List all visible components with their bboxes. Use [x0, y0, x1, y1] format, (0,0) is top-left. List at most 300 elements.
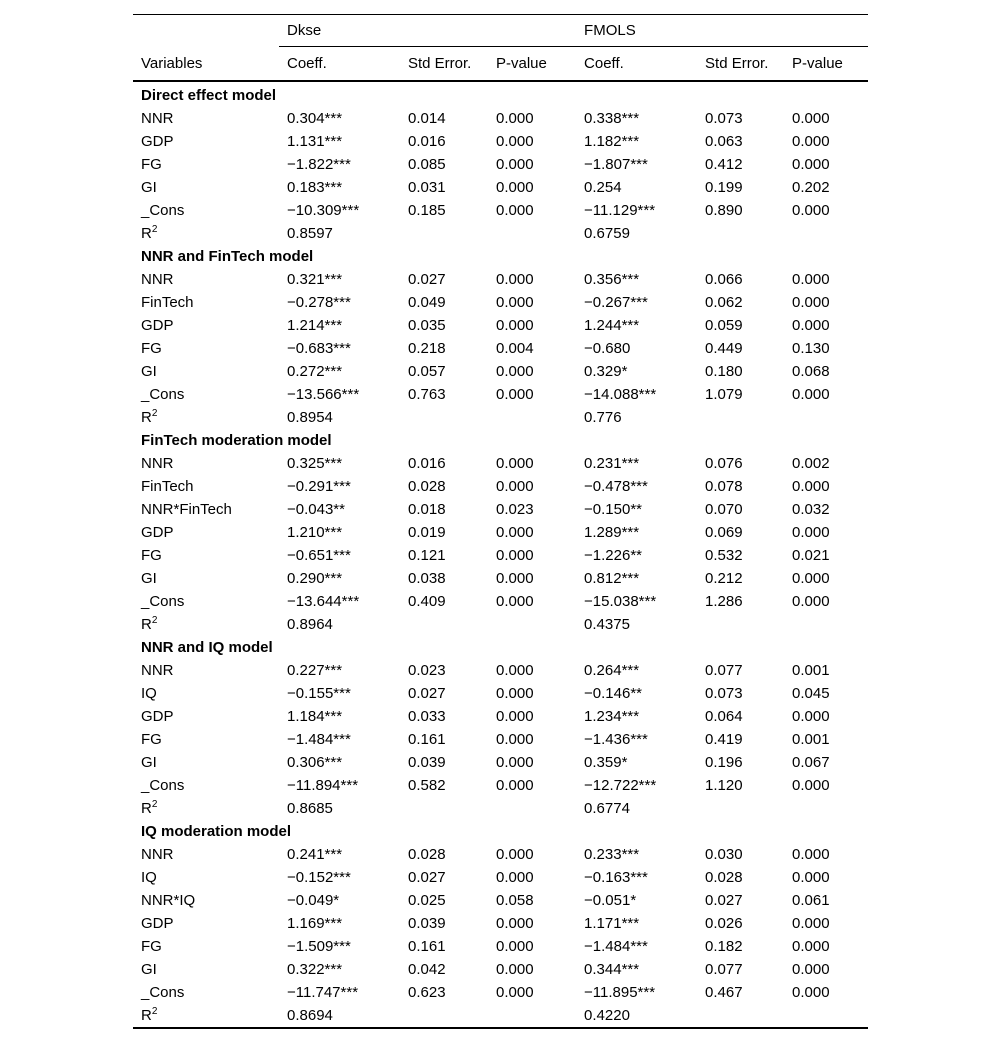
value-cell: 0.000: [496, 708, 534, 725]
value-cell: 0.000: [792, 593, 830, 610]
value-cell: 0.000: [496, 754, 534, 771]
section-title: IQ moderation model: [141, 823, 292, 840]
value-cell: 0.066: [705, 271, 743, 288]
value-cell: 0.026: [705, 915, 743, 932]
value-cell: −12.722***: [584, 777, 657, 794]
value-cell: [784, 406, 868, 429]
value-cell: 0.000: [792, 777, 830, 794]
value-cell: 0.061: [792, 892, 830, 909]
variable-cell: $R^2$: [141, 615, 158, 633]
table-row: [133, 406, 868, 429]
value-cell: 0.000: [496, 915, 534, 932]
column-header-row: [133, 47, 868, 82]
value-cell: −11.895***: [584, 984, 656, 1001]
value-cell: 0.322***: [287, 961, 343, 978]
table-row: [133, 521, 868, 544]
value-cell: 0.027: [408, 271, 446, 288]
value-cell: [488, 1004, 576, 1028]
table-row: [133, 682, 868, 705]
table-row: [133, 314, 868, 337]
value-cell: 0.031: [408, 179, 446, 196]
table-row: [133, 659, 868, 682]
table-row: [133, 843, 868, 866]
value-cell: 1.169***: [287, 915, 343, 932]
value-cell: [400, 797, 488, 820]
value-cell: 0.000: [496, 478, 534, 495]
value-cell: 0.018: [408, 501, 446, 518]
value-cell: 0.000: [792, 271, 830, 288]
variable-cell: NNR: [141, 271, 174, 288]
section-title: Direct effect model: [141, 87, 277, 104]
value-cell: 0.763: [408, 386, 446, 403]
value-cell: −0.051*: [584, 892, 637, 909]
value-cell: 0.6774: [584, 800, 630, 817]
table-row: [133, 1004, 868, 1028]
variable-cell: _Cons: [141, 202, 185, 219]
value-cell: 0.000: [792, 202, 830, 219]
table-row: [133, 268, 868, 291]
value-cell: 0.000: [496, 777, 534, 794]
value-cell: [697, 1004, 784, 1028]
variable-cell: GI: [141, 570, 157, 587]
value-cell: 0.000: [496, 110, 534, 127]
value-cell: 1.120: [705, 777, 743, 794]
value-cell: −11.894***: [287, 777, 359, 794]
variable-cell: FG: [141, 731, 162, 748]
value-cell: 0.000: [792, 110, 830, 127]
variable-cell: NNR: [141, 846, 174, 863]
table-row: [133, 935, 868, 958]
table-row: [133, 774, 868, 797]
section-title-row: [133, 429, 868, 452]
table-row: [133, 199, 868, 222]
value-cell: 0.028: [705, 869, 743, 886]
variable-cell: GI: [141, 754, 157, 771]
value-cell: 0.212: [705, 570, 743, 587]
value-cell: 0.069: [705, 524, 743, 541]
value-cell: [697, 797, 784, 820]
value-cell: 1.234***: [584, 708, 640, 725]
column-header-dkse-p-value: P-value: [488, 47, 576, 82]
value-cell: −0.267***: [584, 294, 648, 311]
variable-cell: GI: [141, 363, 157, 380]
value-cell: 0.073: [705, 685, 743, 702]
value-cell: [488, 222, 576, 245]
value-cell: 0.180: [705, 363, 743, 380]
value-cell: 0.078: [705, 478, 743, 495]
variable-cell: FG: [141, 938, 162, 955]
value-cell: −0.152***: [287, 869, 351, 886]
value-cell: 0.000: [792, 317, 830, 334]
value-cell: 0.000: [496, 294, 534, 311]
value-cell: −1.807***: [584, 156, 648, 173]
table-row: [133, 567, 868, 590]
table-row: [133, 613, 868, 636]
value-cell: [784, 797, 868, 820]
variable-cell: _Cons: [141, 593, 185, 610]
value-cell: 0.085: [408, 156, 446, 173]
value-cell: 0.000: [496, 317, 534, 334]
variable-cell: GI: [141, 961, 157, 978]
value-cell: 0.028: [408, 478, 446, 495]
value-cell: 0.130: [792, 340, 830, 357]
section-title-row: [133, 820, 868, 843]
table-row: [133, 866, 868, 889]
table-row: [133, 981, 868, 1004]
value-cell: 0.000: [792, 386, 830, 403]
value-cell: [697, 222, 784, 245]
section-title-row: [133, 636, 868, 659]
value-cell: 0.329*: [584, 363, 628, 380]
value-cell: −1.484***: [584, 938, 648, 955]
value-cell: 0.449: [705, 340, 743, 357]
value-cell: −0.680: [584, 340, 631, 357]
value-cell: 0.035: [408, 317, 446, 334]
value-cell: 0.6759: [584, 225, 630, 242]
variable-cell: FinTech: [141, 294, 194, 311]
variable-cell: GDP: [141, 708, 174, 725]
value-cell: 0.4220: [584, 1007, 630, 1024]
table-row: [133, 590, 868, 613]
value-cell: 0.001: [792, 731, 830, 748]
value-cell: 0.004: [496, 340, 534, 357]
value-cell: [784, 1004, 868, 1028]
value-cell: −1.822***: [287, 156, 351, 173]
value-cell: 0.623: [408, 984, 446, 1001]
value-cell: 0.000: [496, 846, 534, 863]
value-cell: −14.088***: [584, 386, 657, 403]
table-row: [133, 107, 868, 130]
variable-cell: $R^2$: [141, 799, 158, 817]
value-cell: 0.049: [408, 294, 446, 311]
table-row: [133, 337, 868, 360]
value-cell: 0.000: [496, 570, 534, 587]
table-row: [133, 705, 868, 728]
value-cell: 0.032: [792, 501, 830, 518]
value-cell: 0.038: [408, 570, 446, 587]
value-cell: 0.000: [496, 202, 534, 219]
column-header-dkse-coeff: Coeff.: [279, 47, 400, 82]
value-cell: 1.131***: [287, 133, 343, 150]
value-cell: 0.306***: [287, 754, 343, 771]
value-cell: −0.478***: [584, 478, 648, 495]
value-cell: 0.002: [792, 455, 830, 472]
value-cell: −15.038***: [584, 593, 657, 610]
value-cell: 0.067: [792, 754, 830, 771]
value-cell: 0.8597: [287, 225, 333, 242]
value-cell: 0.077: [705, 961, 743, 978]
value-cell: 0.033: [408, 708, 446, 725]
value-cell: 0.001: [792, 662, 830, 679]
value-cell: 0.000: [496, 961, 534, 978]
value-cell: 0.582: [408, 777, 446, 794]
value-cell: 0.8954: [287, 409, 333, 426]
table-row: [133, 544, 868, 567]
value-cell: −0.683***: [287, 340, 351, 357]
value-cell: 1.210***: [287, 524, 343, 541]
value-cell: 0.264***: [584, 662, 640, 679]
value-cell: −11.747***: [287, 984, 359, 1001]
value-cell: 0.000: [496, 133, 534, 150]
variable-cell: $R^2$: [141, 1006, 158, 1024]
variable-cell: GDP: [141, 317, 174, 334]
value-cell: 0.000: [792, 478, 830, 495]
value-cell: 0.185: [408, 202, 446, 219]
variable-cell: GDP: [141, 524, 174, 541]
value-cell: 0.000: [792, 846, 830, 863]
variable-cell: _Cons: [141, 984, 185, 1001]
value-cell: 0.000: [792, 524, 830, 541]
variable-cell: NNR*IQ: [141, 892, 196, 909]
variable-cell: NNR: [141, 110, 174, 127]
value-cell: 0.412: [705, 156, 743, 173]
value-cell: −0.291***: [287, 478, 351, 495]
value-cell: 0.218: [408, 340, 446, 357]
value-cell: −0.651***: [287, 547, 351, 564]
variable-cell: FinTech: [141, 478, 194, 495]
value-cell: 0.019: [408, 524, 446, 541]
variable-cell: GDP: [141, 915, 174, 932]
table-row: [133, 751, 868, 774]
value-cell: 0.000: [792, 961, 830, 978]
value-cell: −0.043**: [287, 501, 345, 518]
value-cell: 0.199: [705, 179, 743, 196]
value-cell: 0.000: [792, 915, 830, 932]
value-cell: 0.161: [408, 731, 446, 748]
value-cell: 0.057: [408, 363, 446, 380]
table-row: [133, 797, 868, 820]
value-cell: 1.214***: [287, 317, 343, 334]
group-header-dkse: Dkse: [279, 15, 576, 47]
value-cell: 0.000: [496, 593, 534, 610]
value-cell: 0.068: [792, 363, 830, 380]
section-title-row: [133, 245, 868, 268]
value-cell: 0.8694: [287, 1007, 333, 1024]
value-cell: 0.000: [496, 455, 534, 472]
group-header-row: [133, 15, 868, 47]
value-cell: 0.202: [792, 179, 830, 196]
column-header-fmols-p-value: P-value: [784, 47, 868, 82]
value-cell: 0.045: [792, 685, 830, 702]
value-cell: 0.8685: [287, 800, 333, 817]
value-cell: [488, 797, 576, 820]
value-cell: 0.325***: [287, 455, 343, 472]
value-cell: [400, 613, 488, 636]
value-cell: −1.484***: [287, 731, 351, 748]
value-cell: [400, 222, 488, 245]
value-cell: 0.000: [496, 938, 534, 955]
value-cell: 1.079: [705, 386, 743, 403]
value-cell: −0.163***: [584, 869, 648, 886]
value-cell: −1.436***: [584, 731, 648, 748]
variable-cell: GDP: [141, 133, 174, 150]
column-header-variables: Variables: [133, 47, 279, 82]
value-cell: 0.467: [705, 984, 743, 1001]
variable-cell: $R^2$: [141, 224, 158, 242]
value-cell: [400, 406, 488, 429]
value-cell: 0.000: [496, 731, 534, 748]
value-cell: 1.289***: [584, 524, 640, 541]
value-cell: 0.000: [496, 547, 534, 564]
value-cell: 0.121: [408, 547, 446, 564]
table-row: [133, 176, 868, 199]
table-row: [133, 130, 868, 153]
value-cell: 0.338***: [584, 110, 640, 127]
group-header-spacer: [133, 15, 279, 47]
column-header-fmols-std-error: Std Error.: [697, 47, 784, 82]
variable-cell: FG: [141, 547, 162, 564]
value-cell: 0.070: [705, 501, 743, 518]
value-cell: 0.076: [705, 455, 743, 472]
value-cell: 0.016: [408, 133, 446, 150]
variable-cell: GI: [141, 179, 157, 196]
value-cell: 0.025: [408, 892, 446, 909]
variable-cell: _Cons: [141, 386, 185, 403]
variable-cell: FG: [141, 340, 162, 357]
value-cell: −1.509***: [287, 938, 351, 955]
value-cell: 0.304***: [287, 110, 343, 127]
value-cell: −13.644***: [287, 593, 360, 610]
value-cell: 0.039: [408, 915, 446, 932]
value-cell: 0.000: [792, 708, 830, 725]
table-header: [133, 15, 868, 82]
value-cell: 1.244***: [584, 317, 640, 334]
variable-cell: FG: [141, 156, 162, 173]
value-cell: 0.000: [496, 179, 534, 196]
value-cell: 0.000: [792, 869, 830, 886]
value-cell: −0.146**: [584, 685, 643, 702]
value-cell: 0.000: [496, 662, 534, 679]
value-cell: 0.890: [705, 202, 743, 219]
value-cell: 0.161: [408, 938, 446, 955]
value-cell: [697, 406, 784, 429]
table-row: [133, 383, 868, 406]
value-cell: 0.039: [408, 754, 446, 771]
table-row: [133, 498, 868, 521]
value-cell: 0.000: [496, 984, 534, 1001]
value-cell: −13.566***: [287, 386, 360, 403]
column-header-dkse-std-error: Std Error.: [400, 47, 488, 82]
value-cell: 0.290***: [287, 570, 343, 587]
value-cell: 0.359*: [584, 754, 628, 771]
value-cell: 0.000: [792, 570, 830, 587]
value-cell: 0.272***: [287, 363, 343, 380]
value-cell: 0.023: [408, 662, 446, 679]
value-cell: 0.063: [705, 133, 743, 150]
section-title-row: [133, 81, 868, 107]
value-cell: 0.023: [496, 501, 534, 518]
value-cell: 1.182***: [584, 133, 640, 150]
variable-cell: IQ: [141, 685, 157, 702]
value-cell: [400, 1004, 488, 1028]
value-cell: 0.000: [792, 294, 830, 311]
value-cell: 0.000: [496, 386, 534, 403]
value-cell: 0.000: [496, 685, 534, 702]
value-cell: 1.286: [705, 593, 743, 610]
table-row: [133, 889, 868, 912]
value-cell: 0.532: [705, 547, 743, 564]
value-cell: 0.027: [705, 892, 743, 909]
value-cell: −1.226**: [584, 547, 643, 564]
value-cell: −11.129***: [584, 202, 656, 219]
section-title: NNR and FinTech model: [141, 248, 314, 265]
value-cell: 0.062: [705, 294, 743, 311]
value-cell: [488, 406, 576, 429]
value-cell: 0.000: [496, 156, 534, 173]
section-title: NNR and IQ model: [141, 639, 273, 656]
value-cell: 0.000: [496, 869, 534, 886]
value-cell: 0.042: [408, 961, 446, 978]
table-body: [133, 81, 868, 1028]
value-cell: 0.059: [705, 317, 743, 334]
value-cell: −0.278***: [287, 294, 351, 311]
table-row: [133, 153, 868, 176]
value-cell: 0.409: [408, 593, 446, 610]
table-row: [133, 958, 868, 981]
value-cell: 0.000: [792, 133, 830, 150]
variable-cell: NNR: [141, 662, 174, 679]
value-cell: 0.000: [496, 524, 534, 541]
value-cell: 0.014: [408, 110, 446, 127]
table-row: [133, 452, 868, 475]
value-cell: [784, 222, 868, 245]
value-cell: 1.171***: [584, 915, 640, 932]
value-cell: 0.000: [496, 363, 534, 380]
value-cell: 0.058: [496, 892, 534, 909]
value-cell: 0.419: [705, 731, 743, 748]
value-cell: 0.073: [705, 110, 743, 127]
column-header-fmols-coeff: Coeff.: [576, 47, 697, 82]
value-cell: 0.077: [705, 662, 743, 679]
value-cell: 0.000: [792, 984, 830, 1001]
value-cell: 1.184***: [287, 708, 343, 725]
table-row: [133, 912, 868, 935]
table-row: [133, 291, 868, 314]
value-cell: 0.182: [705, 938, 743, 955]
value-cell: 0.028: [408, 846, 446, 863]
value-cell: 0.064: [705, 708, 743, 725]
table-row: [133, 475, 868, 498]
value-cell: [488, 613, 576, 636]
value-cell: 0.000: [792, 938, 830, 955]
value-cell: 0.344***: [584, 961, 640, 978]
value-cell: 0.027: [408, 869, 446, 886]
value-cell: 0.000: [792, 156, 830, 173]
value-cell: 0.254: [584, 179, 622, 196]
value-cell: −10.309***: [287, 202, 360, 219]
value-cell: 0.8964: [287, 616, 333, 633]
value-cell: 0.183***: [287, 179, 343, 196]
table-row: [133, 360, 868, 383]
value-cell: 0.016: [408, 455, 446, 472]
value-cell: [697, 613, 784, 636]
value-cell: 0.196: [705, 754, 743, 771]
value-cell: 0.241***: [287, 846, 343, 863]
table-row: [133, 728, 868, 751]
value-cell: 0.356***: [584, 271, 640, 288]
value-cell: 0.021: [792, 547, 830, 564]
section-title: FinTech moderation model: [141, 432, 332, 449]
variable-cell: NNR: [141, 455, 174, 472]
group-header-fmols: FMOLS: [576, 15, 868, 47]
value-cell: −0.150**: [584, 501, 643, 518]
value-cell: 0.4375: [584, 616, 630, 633]
value-cell: 0.000: [496, 271, 534, 288]
table-row: [133, 222, 868, 245]
value-cell: 0.030: [705, 846, 743, 863]
value-cell: −0.155***: [287, 685, 351, 702]
variable-cell: $R^2$: [141, 408, 158, 426]
